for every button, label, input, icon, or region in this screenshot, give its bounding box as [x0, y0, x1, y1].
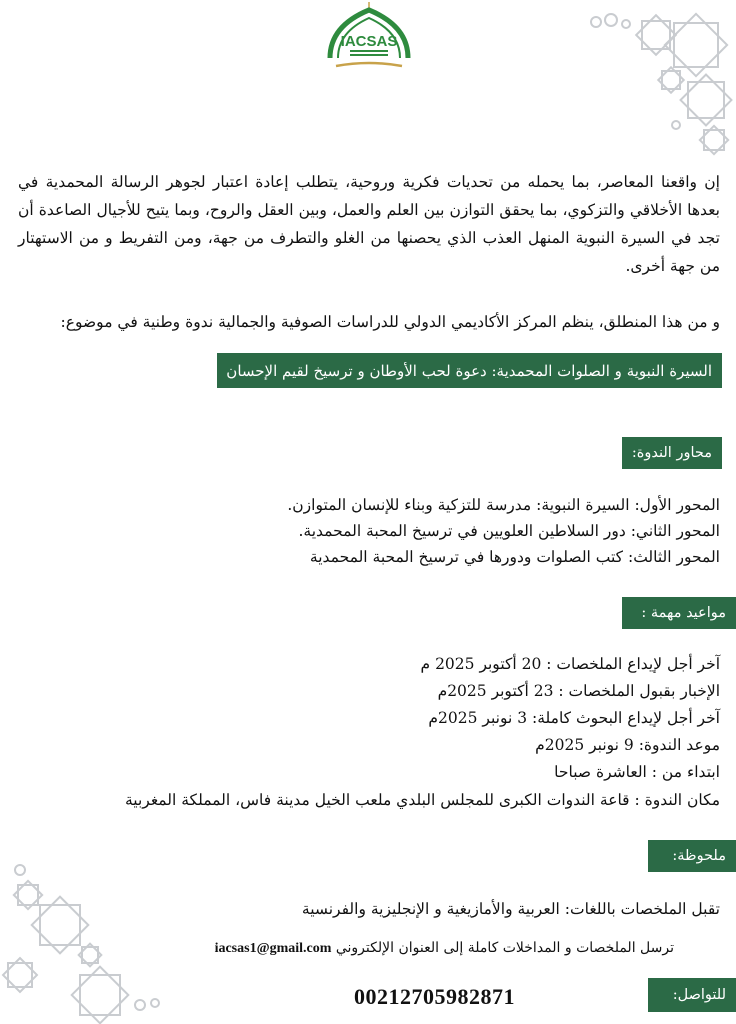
axis-item: المحور الثالث: كتب الصلوات ودورها في ترسيخ المحبة المحمدية	[309, 548, 720, 566]
iacsas-logo	[322, 2, 416, 76]
theme-banner: السيرة النبوية و الصلوات المحمدية: دعوة لحب الأوطان و ترسيخ لقيم الإحسان	[217, 353, 722, 388]
axis-item: المحور الأول: السيرة النبوية: مدرسة للتزكية وبناء للإنسان المتوازن.	[287, 496, 720, 514]
announcement-text: و من هذا المنطلق، ينظم المركز الأكاديمي الدولي للدراسات الصوفية والجمالية ندوة وطنية في موضوع:	[60, 313, 720, 331]
contact-heading: للتواصل:	[648, 978, 736, 1012]
venue-item: مكان الندوة : قاعة الندوات الكبرى للمجلس البلدي ملعب الخيل مدينة فاس، المملكة المغربية	[124, 791, 720, 809]
axis-item: المحور الثاني: دور السلاطين العلويين في ترسيخ المحبة المحمدية.	[298, 522, 720, 540]
star-ornament-top-right	[536, 0, 736, 170]
axes-heading: محاور الندوة:	[622, 437, 722, 469]
languages-text: تقبل الملخصات باللغات: العربية والأمازيغية و الإنجليزية والفرنسية	[301, 900, 720, 918]
date-item: الإخبار بقبول الملخصات : 23 أكتوبر 2025م	[437, 682, 720, 700]
note-heading: ملحوظة:	[648, 840, 736, 872]
logo-acronym: IACSAS	[340, 33, 398, 50]
date-item: آخر أجل لإيداع البحوث كاملة: 3 نونبر 2025م	[428, 709, 720, 727]
dates-heading: مواعيد مهمة :	[622, 597, 736, 629]
date-item: موعد الندوة: 9 نونبر 2025م	[535, 736, 720, 754]
send-text: ترسل الملخصات و المداخلات كاملة إلى العنوان الإلكتروني	[335, 940, 674, 956]
date-item: آخر أجل لإيداع الملخصات : 20 أكتوبر 2025 م	[420, 655, 720, 673]
phone-number[interactable]: 00212705982871	[354, 984, 515, 1009]
intro-paragraph: إن واقعنا المعاصر، بما يحمله من تحديات فكرية وروحية، يتطلب إعادة اعتبار لجوهر الرسالة المحمدية في بعدها الأخلاقي والتزكوي، بما يحقق التوازن بين العلم والعمل، وبين العقل والروح، وبما يتيح للأجيال الصاعدة أن تجد في السيرة النبوية المنهل العذب الذي يحصنها من الغلو والتطرف من جهة، ومن التفريط و من الاستهتار من جهة أخرى.	[18, 173, 720, 275]
send-instructions	[215, 938, 674, 959]
date-item: ابتداء من : العاشرة صباحا	[554, 763, 720, 781]
email-link[interactable]: iacsas1@gmail.com	[214, 941, 332, 956]
star-ornament-bottom-left	[0, 855, 170, 1024]
